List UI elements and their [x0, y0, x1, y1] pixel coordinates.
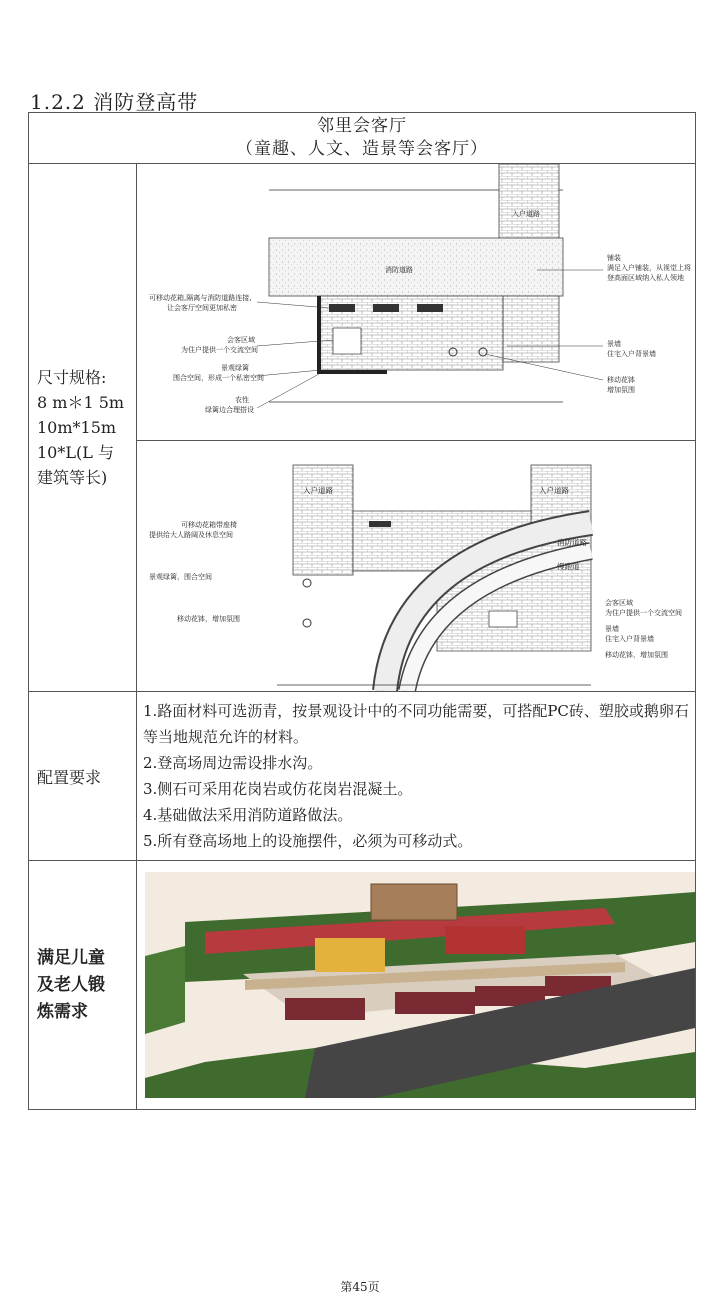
- feature-wall: [371, 884, 457, 920]
- config-requirements: [137, 692, 696, 861]
- svg-text:登高面区域纳入私人领地: 登高面区域纳入私人领地: [607, 274, 684, 282]
- entry-path-left: [293, 465, 353, 575]
- svg-text:住宅入户背景墙: 住宅入户背景墙: [605, 635, 654, 643]
- entry-path: [499, 164, 559, 238]
- config-item-5: 5.所有登高场地上的设施摆件，必须为可移动式。: [143, 832, 473, 850]
- config-label: 配置要求: [37, 767, 102, 787]
- planter-bench: [369, 521, 391, 527]
- spec-table: [28, 112, 696, 1110]
- entry-label-left: 入户道路: [303, 486, 333, 495]
- plan-drawing-2-cell: [137, 441, 696, 692]
- size-label: 尺寸规格: 8 m＊1 5m 10m*15m 10*L(L 与 建筑等长): [37, 368, 125, 487]
- svg-text:景观绿篱: 景观绿篱: [221, 364, 249, 372]
- seating-area: [333, 328, 361, 354]
- left-annotations: [149, 293, 264, 414]
- planter-1: [329, 304, 355, 312]
- header-subtitle: （童趣、人文、造景等会客厅）: [236, 139, 488, 159]
- svg-text:可移动花箱带座椅: 可移动花箱带座椅: [181, 521, 237, 529]
- rendering-image: [145, 872, 695, 1098]
- svg-text:移动花钵，增加氛围: 移动花钵，增加氛围: [177, 615, 240, 623]
- config-item-1: 1.路面材料可选沥青，按景观设计中的不同功能需要，可搭配PC砖、塑胶或鹅卵石等当地规范允许的材料。: [143, 702, 689, 746]
- config-label-cell: [29, 692, 137, 861]
- svg-text:会客区域: 会客区域: [605, 599, 633, 607]
- fire-road: [269, 238, 563, 296]
- render-cell: [137, 861, 696, 1110]
- config-item-4: 4.基础做法采用消防道路做法。: [143, 806, 353, 824]
- svg-text:会客区域: 会客区域: [227, 336, 255, 344]
- svg-text:围合空间，形成一个私密空间: 围合空间，形成一个私密空间: [173, 374, 264, 382]
- fire-road-label: 消防道路: [385, 266, 413, 274]
- hedge-left: [145, 946, 185, 1034]
- page-number: 第45页: [340, 1280, 380, 1294]
- entry-path-lower: [503, 296, 559, 362]
- demand-label: 满足儿童 及老人锻 炼需求: [37, 947, 105, 1022]
- svg-text:满足入户铺装，从视觉上将: 满足入户铺装，从视觉上将: [607, 264, 691, 272]
- demand-label-cell: [29, 861, 137, 1110]
- right-annotations: [605, 598, 682, 660]
- flower-pot-1: [303, 579, 311, 587]
- planter-3: [417, 304, 443, 312]
- config-item-2: 2.登高场周边需设排水沟。: [143, 754, 323, 772]
- svg-text:农性: 农性: [235, 396, 249, 404]
- svg-text:绿篱边合理搭设: 绿篱边合理搭设: [205, 406, 254, 414]
- entry-label-right: 入户道路: [539, 486, 569, 495]
- seating-area: [489, 611, 517, 627]
- jogging-label: 慢跑道: [557, 562, 580, 571]
- play-mat: [445, 926, 525, 954]
- svg-text:景观绿篱，围合空间: 景观绿篱，围合空间: [149, 573, 212, 581]
- size-cell: [29, 164, 137, 692]
- plan-drawing-1-cell: [137, 164, 696, 441]
- svg-text:移动花钵，增加氛围: 移动花钵，增加氛围: [605, 651, 668, 659]
- right-annotations: [607, 253, 691, 394]
- flower-pot-2: [303, 619, 311, 627]
- svg-text:移动花钵: 移动花钵: [607, 376, 635, 384]
- fire-road-label: 消防道路: [557, 538, 587, 547]
- svg-text:景墙: 景墙: [605, 625, 619, 633]
- hopscotch-grid: [315, 938, 385, 972]
- planter-1: [285, 998, 365, 1020]
- header-title: 邻里会客厅: [317, 116, 407, 136]
- plan-drawing-2: [137, 441, 695, 691]
- svg-text:景墙: 景墙: [607, 340, 621, 348]
- config-item-3: 3.侧石可采用花岗岩或仿花岗岩混凝土。: [143, 780, 413, 798]
- svg-text:让会客厅空间更加私密: 让会客厅空间更加私密: [167, 304, 237, 312]
- plan-drawing-1: [137, 164, 695, 440]
- svg-text:提供给大人路阔及休息空间: 提供给大人路阔及休息空间: [149, 531, 233, 539]
- svg-text:为住户提供一个交流空间: 为住户提供一个交流空间: [605, 609, 682, 617]
- svg-text:住宅入户背景墙: 住宅入户背景墙: [607, 350, 656, 358]
- svg-text:可移动花箱,隔离与消防道路连接,: 可移动花箱,隔离与消防道路连接,: [149, 294, 252, 302]
- svg-text:为住户提供一个交流空间: 为住户提供一个交流空间: [181, 346, 258, 354]
- svg-text:增加氛围: 增加氛围: [607, 386, 635, 394]
- left-annotations: [149, 520, 240, 624]
- planter-2: [395, 992, 475, 1014]
- planter-2: [373, 304, 399, 312]
- entry-label: 入户道路: [512, 210, 540, 218]
- table-header: [29, 113, 696, 164]
- section-title: 1.2.2 消防登高带: [30, 90, 199, 114]
- svg-text:铺装: 铺装: [607, 254, 621, 262]
